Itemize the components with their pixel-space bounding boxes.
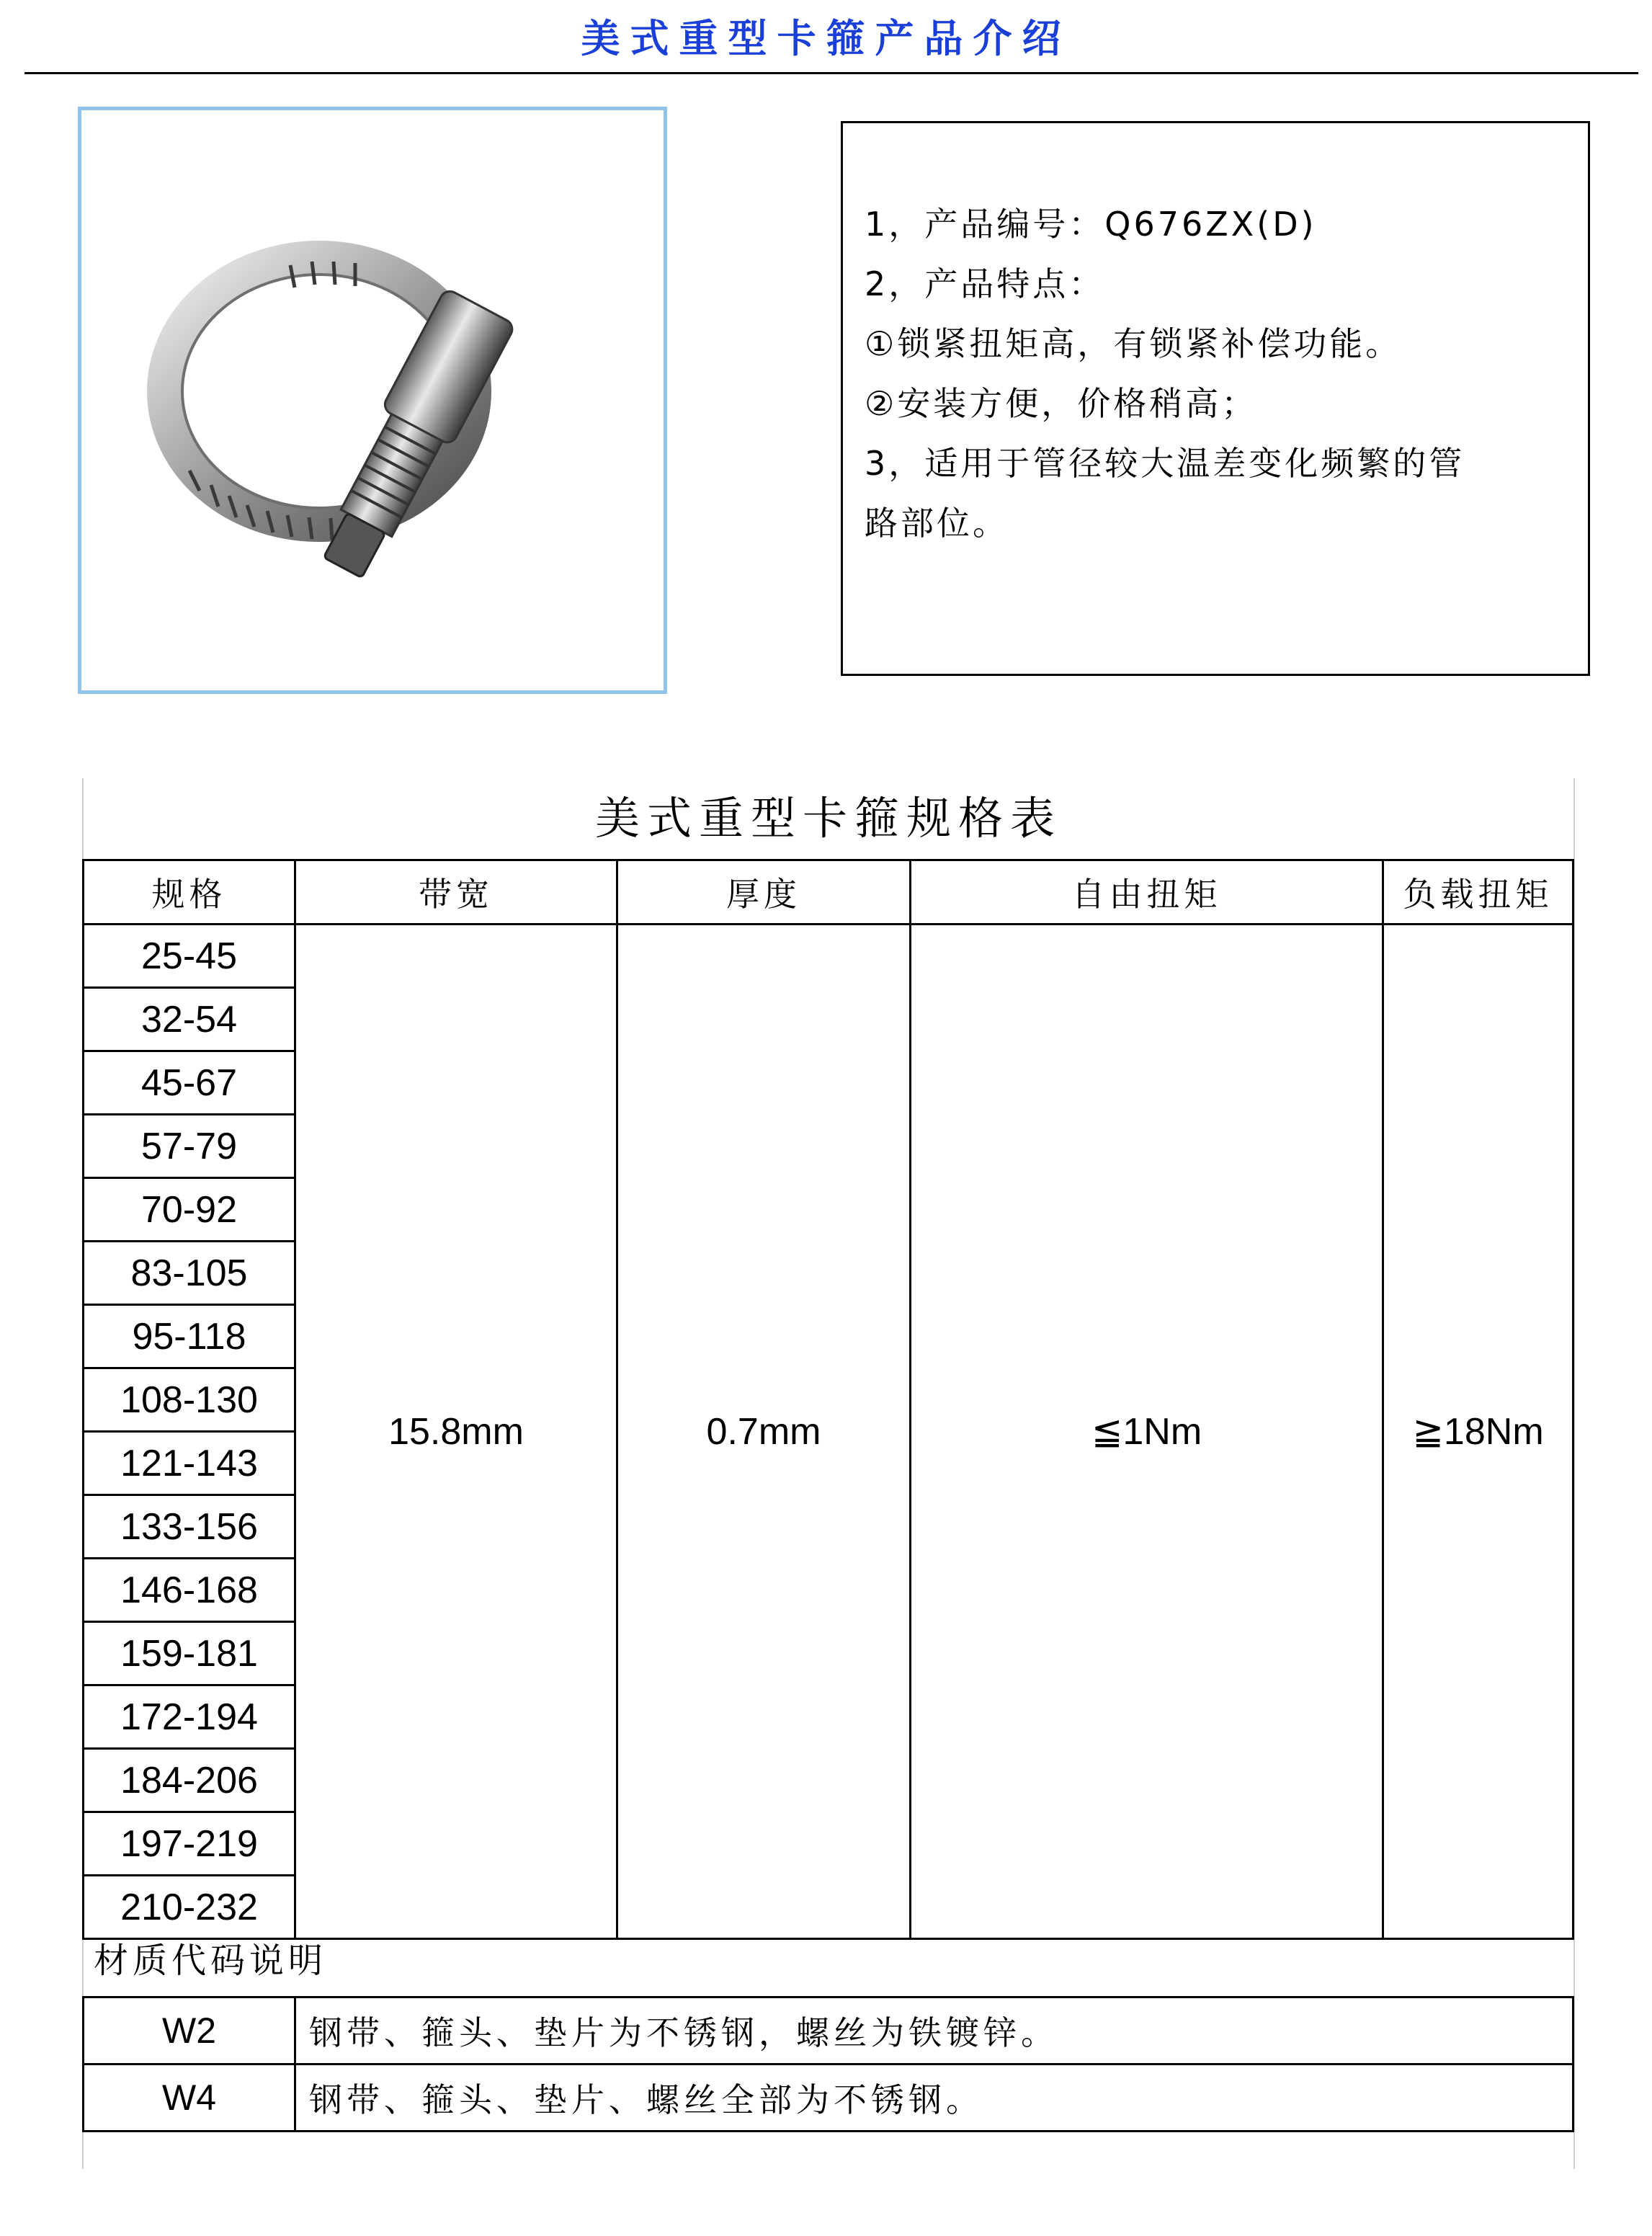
size-cell: 121-143 [84, 1432, 295, 1495]
free-torque-cell: ≦1Nm [911, 925, 1383, 1939]
product-photo [78, 107, 667, 694]
thickness-cell: 0.7mm [617, 925, 911, 1939]
material-table [82, 1996, 1574, 2132]
title-divider [24, 72, 1638, 74]
size-cell: 70-92 [84, 1178, 295, 1242]
load-torque-cell: ≧18Nm [1383, 925, 1573, 1939]
size-cell: 83-105 [84, 1242, 295, 1305]
header-load-torque: 负载扭矩 [1383, 860, 1573, 925]
size-cell: 184-206 [84, 1749, 295, 1812]
size-cell: 57-79 [84, 1115, 295, 1178]
hose-clamp-image [81, 110, 664, 690]
size-cell: 108-130 [84, 1368, 295, 1432]
product-info-box [841, 121, 1590, 676]
header-free-torque: 自由扭矩 [911, 860, 1383, 925]
size-cell: 172-194 [84, 1685, 295, 1749]
size-cell: 95-118 [84, 1305, 295, 1368]
size-cell: 133-156 [84, 1495, 295, 1559]
spec-header-row [84, 860, 1573, 925]
material-desc: 钢带、箍头、垫片、螺丝全部为不锈钢。 [295, 2064, 1573, 2132]
material-row [84, 2064, 1573, 2132]
spec-table-title: 美式重型卡箍规格表 [594, 792, 1062, 845]
page-title: 美式重型卡箍产品介绍 [581, 15, 1071, 61]
product-code-line: 1，产品编号：Q676ZX(D) [865, 205, 1317, 244]
size-cell: 159-181 [84, 1622, 295, 1685]
spec-table [82, 859, 1574, 1940]
size-cell: 25-45 [84, 925, 295, 988]
band-width-cell: 15.8mm [295, 925, 617, 1939]
material-row [84, 1997, 1573, 2064]
material-heading: 材质代码说明 [94, 1941, 328, 1981]
header-thickness: 厚度 [617, 860, 911, 925]
header-band-width: 带宽 [295, 860, 617, 925]
table-row [84, 925, 1573, 988]
features-heading: 2，产品特点： [865, 264, 1105, 303]
feature-2: ②安装方便，价格稍高； [865, 384, 1258, 423]
application-line-cont: 路部位。 [865, 504, 1009, 543]
spec-sheet [79, 778, 1578, 2169]
application-line: 3，适用于管径较大温差变化频繁的管 [865, 444, 1465, 483]
material-code: W2 [84, 1997, 295, 2064]
size-cell: 32-54 [84, 988, 295, 1051]
size-cell: 45-67 [84, 1051, 295, 1115]
material-code: W4 [84, 2064, 295, 2132]
size-cell: 146-168 [84, 1559, 295, 1622]
header-size: 规格 [84, 860, 295, 925]
material-desc: 钢带、箍头、垫片为不锈钢，螺丝为铁镀锌。 [295, 1997, 1573, 2064]
size-cell: 210-232 [84, 1876, 295, 1939]
feature-1: ①锁紧扭矩高，有锁紧补偿功能。 [865, 324, 1402, 363]
size-cell: 197-219 [84, 1812, 295, 1876]
